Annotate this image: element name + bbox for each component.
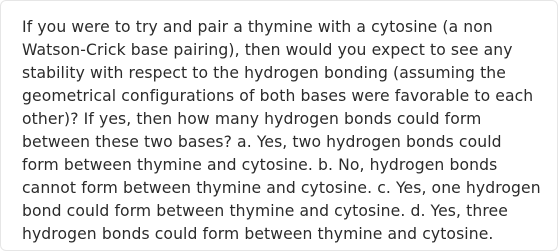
question-line: geometrical configurations of both bases were favorable to each: [22, 87, 534, 105]
question-line: bond could form between thymine and cytosine. d. Yes, three: [22, 202, 508, 220]
question-text: [22, 16, 547, 246]
question-line: cannot form between thymine and cytosine. c. Yes, one hydrogen: [22, 179, 541, 197]
question-line: between these two bases? a. Yes, two hydrogen bonds could: [22, 133, 502, 151]
question-line: form between thymine and cytosine. b. No, hydrogen bonds: [22, 156, 498, 174]
question-line: other)? If yes, then how many hydrogen bonds could form: [22, 110, 482, 128]
question-line: hydrogen bonds could form between thymine and cytosine.: [22, 225, 494, 243]
question-line: Watson-Crick base pairing), then would you expect to see any: [22, 41, 513, 59]
question-line: If you were to try and pair a thymine with a cytosine (a non: [22, 18, 493, 36]
question-line: stability with respect to the hydrogen bonding (assuming the: [22, 64, 506, 82]
